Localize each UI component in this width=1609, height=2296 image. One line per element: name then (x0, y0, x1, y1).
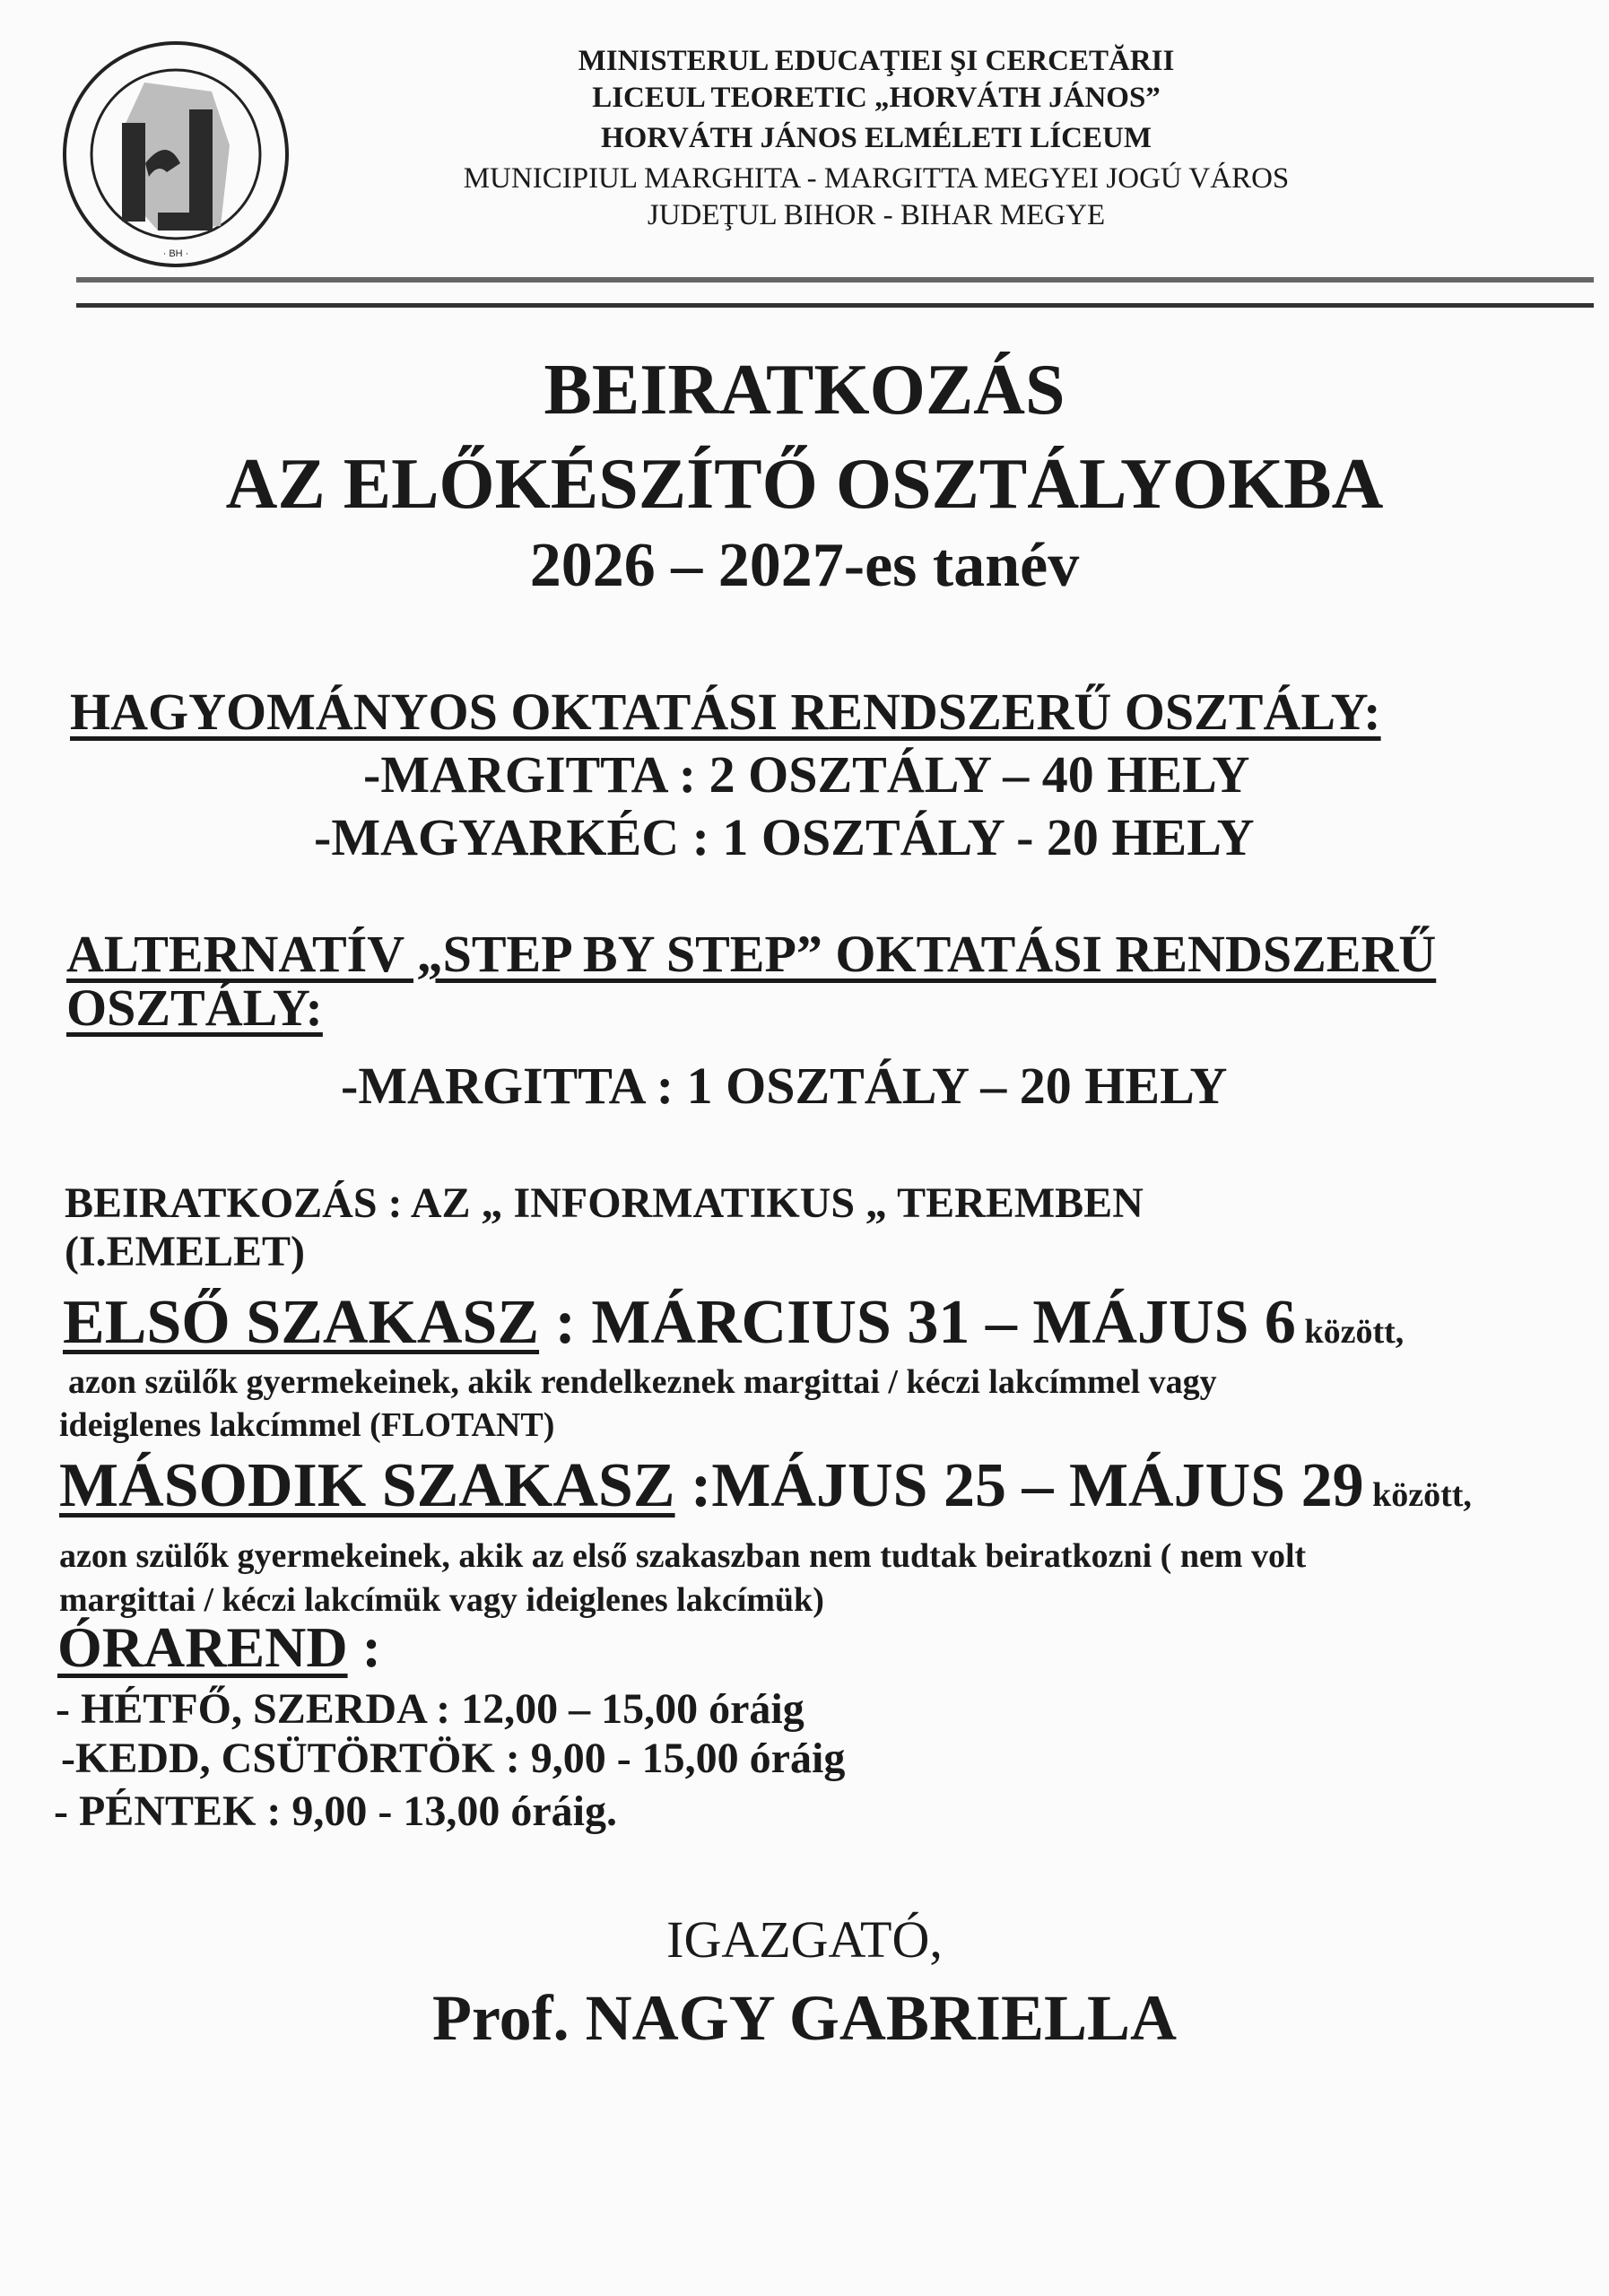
signature-name: Prof. NAGY GABRIELLA (431, 1982, 1178, 2054)
alternative-heading-cont: OSZTÁLY: (66, 978, 323, 1037)
signature-role: IGAZGATÓ, (666, 1910, 943, 1969)
phase2-dates: :MÁJUS 25 – MÁJUS 29 (674, 1451, 1364, 1520)
schedule-item-mon-wed: - HÉTFŐ, SZERDA : 12,00 – 15,00 óráig (56, 1685, 804, 1733)
county-line: JUDEŢUL BIHOR - BIHAR MEGYE (647, 199, 1106, 231)
schedule-item-tue-thu: -KEDD, CSÜTÖRTÖK : 9,00 - 15,00 óráig (61, 1735, 846, 1782)
page-subtitle: AZ ELŐKÉSZÍTŐ OSZTÁLYOKBA (225, 445, 1384, 524)
traditional-heading: HAGYOMÁNYOS OKTATÁSI RENDSZERŰ OSZTÁLY: (70, 683, 1381, 741)
municipality-line: MUNICIPIUL MARGHITA - MARGITTA MEGYEI JOGÚ VÁROS (463, 162, 1290, 195)
phase2-desc-cont: margittai / kéczi lakcímük vagy ideiglenes lakcímük) (59, 1581, 824, 1619)
page-title: BEIRATKOZÁS (544, 351, 1065, 430)
phase2-desc: azon szülők gyermekeinek, akik az első szakaszban nem tudtak beiratkozni ( nem volt (59, 1537, 1307, 1575)
phase1-suffix: között, (1295, 1313, 1405, 1351)
phase2-line (59, 1451, 1472, 1520)
schedule-label: ÓRAREND (57, 1615, 348, 1679)
school-name-hu: HORVÁTH JÁNOS ELMÉLETI LÍCEUM (600, 122, 1152, 154)
phase2-suffix: között, (1363, 1476, 1472, 1514)
phase2-label: MÁSODIK SZAKASZ (59, 1451, 675, 1520)
school-year: 2026 – 2027-es tanév (529, 531, 1080, 600)
schedule-heading (57, 1615, 381, 1679)
phase1-label: ELSŐ SZAKASZ (63, 1288, 540, 1357)
phase1-desc: azon szülők gyermekeinek, akik rendelkeznek margittai / kéczi lakcímmel vagy (68, 1363, 1217, 1401)
header-divider-top (76, 277, 1594, 283)
svg-text:· BH ·: · BH · (162, 248, 189, 259)
phase1-line (63, 1288, 1405, 1357)
alternative-item-margitta: -MARGITTA : 1 OSZTÁLY – 20 HELY (341, 1057, 1228, 1115)
traditional-item-magyarkec: -MAGYARKÉC : 1 OSZTÁLY - 20 HELY (314, 808, 1255, 866)
school-name-ro: LICEUL TEORETIC „HORVÁTH JÁNOS” (592, 82, 1161, 114)
location-floor: (I.EMELET) (65, 1228, 306, 1275)
phase1-dates: : MÁRCIUS 31 – MÁJUS 6 (539, 1288, 1296, 1357)
schedule-item-fri: - PÉNTEK : 9,00 - 13,00 óráig. (54, 1787, 617, 1835)
header-divider-bottom (76, 303, 1594, 308)
schedule-colon: : (347, 1615, 381, 1679)
traditional-item-margitta: -MARGITTA : 2 OSZTÁLY – 40 HELY (363, 745, 1250, 804)
alternative-heading: ALTERNATÍV „STEP BY STEP” OKTATÁSI RENDSZERŰ (66, 925, 1437, 983)
phase1-desc-cont: ideiglenes lakcímmel (FLOTANT) (59, 1406, 555, 1444)
location-line: BEIRATKOZÁS : AZ „ INFORMATIKUS „ TEREMBEN (65, 1179, 1144, 1227)
ministry-line: MINISTERUL EDUCAŢIEI ŞI CERCETĂRII (578, 45, 1175, 77)
